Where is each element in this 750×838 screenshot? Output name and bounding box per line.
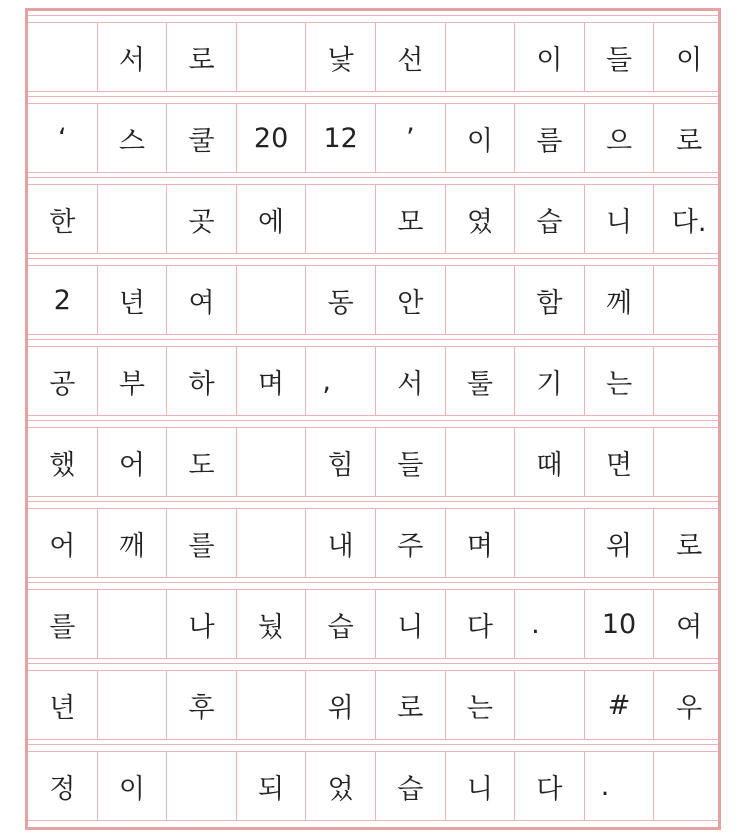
manuscript-cell	[98, 671, 168, 739]
manuscript-row	[28, 508, 718, 578]
manuscript-cell: 서	[98, 23, 168, 91]
manuscript-cell: 곳	[167, 185, 237, 253]
manuscript-cell: 습	[306, 590, 376, 658]
manuscript-cell	[237, 671, 307, 739]
manuscript-cell: 공	[28, 347, 98, 415]
manuscript-cell: 기	[515, 347, 585, 415]
manuscript-cell: 한	[28, 185, 98, 253]
manuscript-cell: 으	[585, 104, 655, 172]
manuscript-cell: 우	[676, 692, 703, 724]
manuscript-cell: 안	[376, 266, 446, 334]
manuscript-cell: 년	[28, 671, 98, 739]
manuscript-cell: 선	[376, 23, 446, 91]
manuscript-cell: 며	[446, 509, 516, 577]
manuscript-cell: 에	[237, 185, 307, 253]
manuscript-cell: 20	[237, 104, 307, 172]
manuscript-cell: 로	[676, 125, 703, 157]
manuscript-cell: 들	[585, 23, 655, 91]
manuscript-cell: 힘	[306, 428, 376, 496]
manuscript-cell	[98, 185, 168, 253]
manuscript-cell	[654, 428, 724, 496]
manuscript-row	[28, 22, 718, 92]
manuscript-cell: 이	[676, 44, 703, 76]
manuscript-cell: 도	[167, 428, 237, 496]
manuscript-sheet	[25, 8, 721, 830]
manuscript-cell: 낯	[306, 23, 376, 91]
manuscript-cell: 10	[585, 590, 655, 658]
manuscript-cell: 서	[376, 347, 446, 415]
manuscript-cell	[515, 509, 585, 577]
manuscript-cell: 를	[167, 509, 237, 577]
manuscript-cell	[237, 23, 307, 91]
manuscript-cell: 되	[237, 752, 307, 820]
manuscript-cell: 내	[306, 509, 376, 577]
manuscript-row	[28, 265, 718, 335]
manuscript-cell: 동	[306, 266, 376, 334]
manuscript-cell: ,	[306, 347, 376, 415]
manuscript-cell: 깨	[98, 509, 168, 577]
manuscript-cell: 나	[167, 590, 237, 658]
manuscript-cell: 습	[376, 752, 446, 820]
manuscript-cell: 었	[306, 752, 376, 820]
manuscript-cell: 위	[306, 671, 376, 739]
manuscript-cell: 때	[515, 428, 585, 496]
manuscript-row	[28, 670, 718, 740]
manuscript-cell: 니	[585, 185, 655, 253]
manuscript-cell	[167, 752, 237, 820]
manuscript-cell: 니	[376, 590, 446, 658]
manuscript-row	[28, 751, 718, 821]
manuscript-cell	[654, 266, 724, 334]
manuscript-cell: 모	[376, 185, 446, 253]
manuscript-cell	[237, 509, 307, 577]
manuscript-cell: 로	[676, 530, 703, 562]
manuscript-row	[28, 589, 718, 659]
manuscript-cell: 들	[376, 428, 446, 496]
manuscript-cell: 쿨	[167, 104, 237, 172]
manuscript-cell: 며	[237, 347, 307, 415]
manuscript-cell: 어	[28, 509, 98, 577]
manuscript-cell: 름	[515, 104, 585, 172]
manuscript-row	[28, 184, 718, 254]
manuscript-cell: 어	[98, 428, 168, 496]
manuscript-cell: 다	[515, 752, 585, 820]
manuscript-cell	[654, 347, 724, 415]
manuscript-cell: 툴	[446, 347, 516, 415]
manuscript-cell: 했	[28, 428, 98, 496]
manuscript-cell: 정	[28, 752, 98, 820]
manuscript-cell: 이	[515, 23, 585, 91]
manuscript-cell	[237, 428, 307, 496]
manuscript-cell: 2	[28, 266, 98, 334]
manuscript-row	[28, 427, 718, 497]
manuscript-cell: 께	[585, 266, 655, 334]
manuscript-cell: 로	[376, 671, 446, 739]
manuscript-cell	[654, 752, 724, 820]
manuscript-cell: 년	[98, 266, 168, 334]
manuscript-cell	[237, 266, 307, 334]
manuscript-cell: 눴	[237, 590, 307, 658]
manuscript-cell	[446, 428, 516, 496]
manuscript-cell: .	[585, 752, 655, 820]
manuscript-cell: 니	[446, 752, 516, 820]
manuscript-cell: 습	[515, 185, 585, 253]
manuscript-cell: 다	[446, 590, 516, 658]
manuscript-cell: 로	[167, 23, 237, 91]
manuscript-cell: 이	[98, 752, 168, 820]
manuscript-cell: 위	[585, 509, 655, 577]
manuscript-cell: .	[515, 590, 585, 658]
manuscript-cell: 면	[585, 428, 655, 496]
manuscript-cell: ’	[376, 104, 446, 172]
manuscript-row	[28, 346, 718, 416]
manuscript-cell: 를	[28, 590, 98, 658]
manuscript-cell: 다.	[671, 206, 707, 238]
manuscript-cell: 12	[306, 104, 376, 172]
manuscript-cell: 스	[98, 104, 168, 172]
manuscript-cell: ‘	[28, 104, 98, 172]
manuscript-cell	[306, 185, 376, 253]
manuscript-cell: 함	[515, 266, 585, 334]
manuscript-cell	[28, 23, 98, 91]
manuscript-cell	[446, 266, 516, 334]
manuscript-cell: 후	[167, 671, 237, 739]
manuscript-cell: 였	[446, 185, 516, 253]
manuscript-cell: 는	[446, 671, 516, 739]
manuscript-row	[28, 103, 718, 173]
manuscript-cell: 주	[376, 509, 446, 577]
manuscript-cell: 하	[167, 347, 237, 415]
manuscript-cell	[446, 23, 516, 91]
manuscript-cell	[515, 671, 585, 739]
manuscript-cell	[98, 590, 168, 658]
manuscript-cell: 여	[676, 611, 703, 643]
manuscript-cell: #	[585, 671, 655, 739]
manuscript-cell: 부	[98, 347, 168, 415]
manuscript-cell: 여	[167, 266, 237, 334]
manuscript-cell: 이	[446, 104, 516, 172]
manuscript-cell: 는	[585, 347, 655, 415]
